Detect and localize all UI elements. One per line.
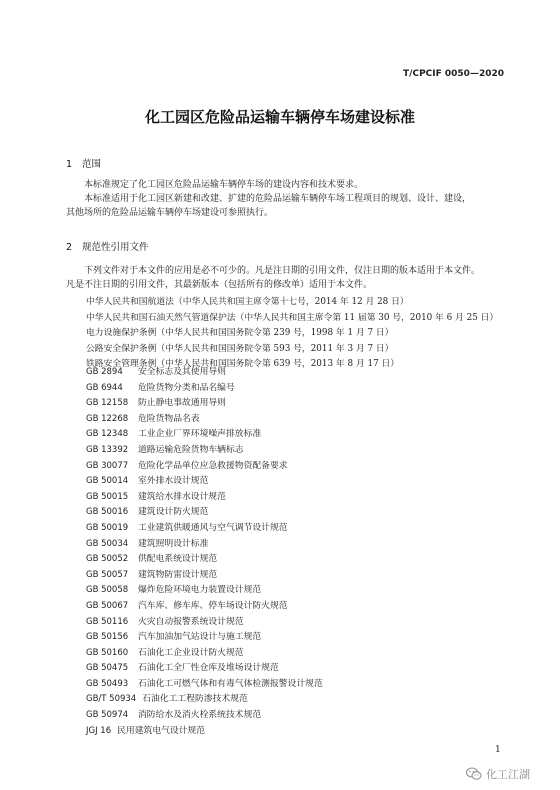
standard-title: 爆炸危险环境电力装置设计规范 bbox=[138, 585, 262, 596]
law-reference: 公路安全保护条例（中华人民共和国国务院令第 593 号，2011 年 3 月 7 日） bbox=[86, 344, 394, 354]
standard-title: 汽车加油加气站设计与施工规范 bbox=[138, 632, 262, 643]
law-reference: 中华人民共和国石油天然气管道保护法（中华人民共和国主席令第 11 届第 30 号，2010 年 6 月 25 日） bbox=[86, 313, 499, 323]
standard-code: GB 12268 bbox=[86, 413, 129, 424]
standard-reference bbox=[86, 365, 323, 381]
scope-paragraph-2 bbox=[66, 192, 506, 220]
scope-paragraph-1 bbox=[66, 178, 506, 192]
standard-code: GB 50160 bbox=[86, 647, 129, 658]
standard-reference bbox=[86, 443, 323, 459]
standard-code: GB 50493 bbox=[86, 678, 129, 689]
standard-reference bbox=[86, 381, 323, 397]
law-reference: 电力设施保护条例（中华人民共和国国务院令第 239 号，1998 年 1 月 7 日） bbox=[86, 328, 394, 338]
standard-code: GB 50034 bbox=[86, 538, 129, 549]
standard-reference bbox=[86, 490, 323, 506]
standard-code: GB 50974 bbox=[86, 710, 129, 721]
standards-list bbox=[86, 365, 323, 739]
page-number: 1 bbox=[495, 745, 501, 755]
standard-reference bbox=[86, 630, 323, 646]
standard-title: 消防给水及消火栓系统技术规范 bbox=[138, 710, 262, 721]
standard-reference bbox=[86, 677, 323, 693]
watermark bbox=[466, 766, 530, 782]
standard-title: 石油化工全厂性仓库及堆场设计规范 bbox=[138, 663, 279, 674]
standard-code: GB 30077 bbox=[86, 460, 129, 471]
standard-code: GB/T 50934 bbox=[86, 694, 137, 705]
standard-title: 危险化学品单位应急救援物资配备要求 bbox=[138, 460, 288, 471]
standard-reference bbox=[86, 412, 323, 428]
standard-code: GB 12348 bbox=[86, 429, 129, 440]
standard-title: 石油化工工程防渗技术规范 bbox=[142, 694, 248, 705]
standard-reference bbox=[86, 459, 323, 475]
standard-code: GB 12158 bbox=[86, 398, 129, 409]
standard-code: GB 50015 bbox=[86, 491, 129, 502]
law-reference: 铁路安全管理条例（中华人民共和国国务院令第 639 号，2013 年 8 月 17 日） bbox=[86, 359, 400, 369]
standard-code: GB 6944 bbox=[86, 382, 123, 393]
section-number: 2 bbox=[66, 242, 73, 253]
section-title: 范围 bbox=[82, 159, 102, 170]
standard-code: T/CPCIF 0050—2020 bbox=[403, 69, 504, 79]
document-title: 化工园区危险品运输车辆停车场建设标准 bbox=[144, 108, 415, 126]
standard-title: 道路运输危险货物车辆标志 bbox=[138, 444, 244, 455]
standard-code: GB 50019 bbox=[86, 522, 129, 533]
standard-title: 建筑给水排水设计规范 bbox=[138, 491, 226, 502]
section-number: 1 bbox=[66, 159, 73, 170]
standard-code: JGJ 16 bbox=[86, 725, 112, 736]
standard-code: GB 50014 bbox=[86, 476, 129, 487]
standard-title: 火灾自动报警系统设计规范 bbox=[138, 616, 244, 627]
standard-reference bbox=[86, 583, 323, 599]
standard-title: 石油化工企业设计防火规范 bbox=[138, 647, 244, 658]
law-reference: 中华人民共和国航道法（中华人民共和国主席令第十七号，2014 年 12 月 28 日） bbox=[86, 297, 409, 307]
standard-title: 建筑照明设计标准 bbox=[138, 538, 209, 549]
standard-title: 安全标志及其使用导则 bbox=[138, 367, 226, 377]
standard-reference bbox=[86, 568, 323, 584]
paragraph-line: 下列文件对于本文件的应用是必不可少的。凡是注日期的引用文件，仅注日期的版本适用于本文件。 bbox=[84, 266, 481, 276]
standard-code: GB 50016 bbox=[86, 507, 129, 518]
standard-reference bbox=[86, 505, 323, 521]
paragraph-line: 本标准适用于化工园区新建和改建、扩建的危险品运输车辆停车场工程项目的规划、设计、建设， bbox=[84, 194, 472, 204]
standard-reference bbox=[86, 552, 323, 568]
section-1-heading bbox=[66, 156, 101, 170]
standard-title: 工业建筑供暖通风与空气调节设计规范 bbox=[138, 522, 288, 533]
paragraph-line: 凡是不注日期的引用文件，其最新版本（包括所有的修改单）适用于本文件。 bbox=[66, 280, 373, 290]
standard-code: GB 50116 bbox=[86, 616, 129, 627]
standard-title: 建筑设计防火规范 bbox=[138, 507, 209, 518]
standard-code: GB 50156 bbox=[86, 632, 129, 643]
wechat-icon bbox=[466, 767, 482, 781]
standard-code: GB 50475 bbox=[86, 663, 129, 674]
standard-reference bbox=[86, 646, 323, 662]
standard-reference bbox=[86, 599, 323, 615]
references-intro bbox=[66, 264, 506, 292]
section-title: 规范性引用文件 bbox=[82, 242, 149, 253]
standard-code: GB 50067 bbox=[86, 600, 129, 611]
paragraph-line: 其他场所的危险品运输车辆停车场建设可参照执行。 bbox=[66, 208, 274, 218]
standard-reference bbox=[86, 396, 323, 412]
standard-reference bbox=[86, 724, 323, 740]
standard-title: 建筑物防雷设计规范 bbox=[138, 569, 218, 580]
standard-code: GB 2894 bbox=[86, 367, 123, 377]
standard-code: GB 13392 bbox=[86, 444, 129, 455]
standard-title: 防止静电事故通用导则 bbox=[138, 398, 226, 409]
watermark-text: 化工江湖 bbox=[486, 768, 530, 781]
standard-reference bbox=[86, 708, 323, 724]
standard-code: GB 50058 bbox=[86, 585, 129, 596]
standard-reference bbox=[86, 615, 323, 631]
standard-title: 危险货物品名表 bbox=[138, 413, 200, 424]
standard-reference bbox=[86, 661, 323, 677]
section-2-heading bbox=[66, 239, 149, 253]
standard-code: GB 50057 bbox=[86, 569, 129, 580]
standard-title: 供配电系统设计规范 bbox=[138, 554, 218, 565]
standard-reference bbox=[86, 427, 323, 443]
standard-reference bbox=[86, 521, 323, 537]
standard-title: 工业企业厂界环境噪声排放标准 bbox=[138, 429, 262, 440]
standard-code: GB 50052 bbox=[86, 554, 129, 565]
standard-title: 室外排水设计规范 bbox=[138, 476, 209, 487]
standard-title: 危险货物分类和品名编号 bbox=[138, 382, 235, 393]
standard-title: 民用建筑电气设计规范 bbox=[117, 725, 206, 736]
standard-title: 石油化工可燃气体和有毒气体检测报警设计规范 bbox=[138, 678, 323, 689]
standard-reference bbox=[86, 537, 323, 553]
standard-reference bbox=[86, 474, 323, 490]
paragraph-line: 本标准规定了化工园区危险品运输车辆停车场的建设内容和技术要求。 bbox=[84, 180, 364, 190]
standard-title: 汽车库、修车库、停车场设计防火规范 bbox=[138, 600, 288, 611]
standard-reference bbox=[86, 692, 323, 708]
